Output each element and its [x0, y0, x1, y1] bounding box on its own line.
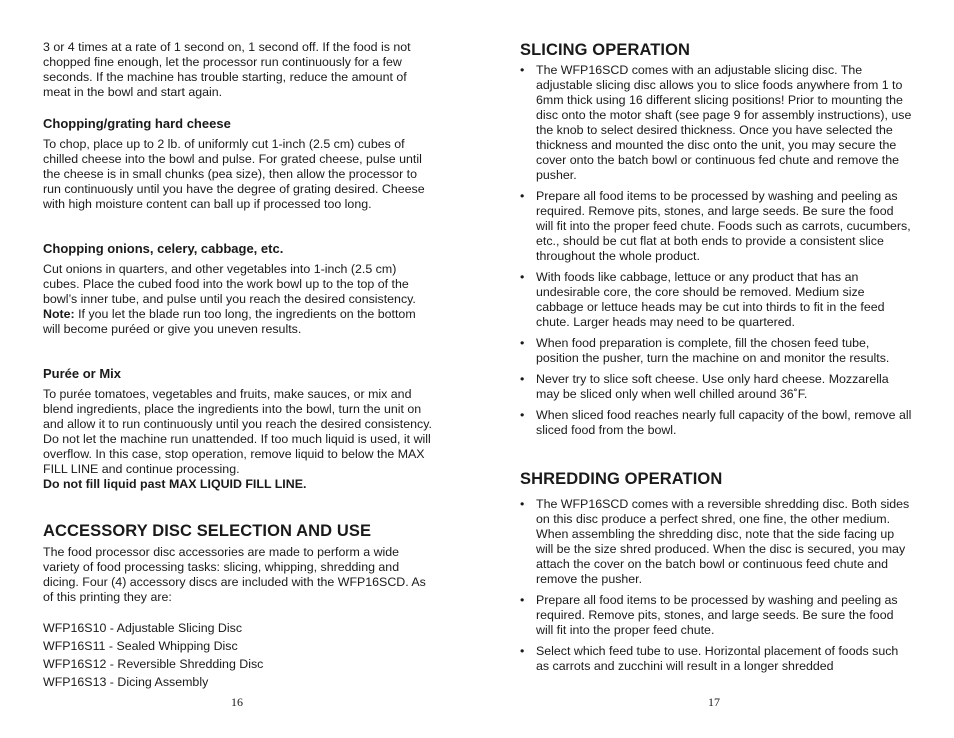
- accessory-heading: ACCESSORY DISC SELECTION AND USE: [43, 522, 372, 540]
- list-item: • Prepare all food items to be processed by washing and peeling as required. Remove pits, stones, and large seeds. Be sure the food will fit into the proper feed chute. Foods such as carrots, cucumbers, etc., should be cut flat at both ends to provide a consistent slice throughout the whole product.: [520, 189, 911, 263]
- note-label: Note:: [43, 307, 75, 321]
- puree-paragraph: To purée tomatoes, vegetables and fruits, make sauces, or mix and blend ingredients, place the ingredients into the bowl, turn the unit on and allow it to run continuously until you reach the desired consistency. Do not let the machine run unattended. If too much liquid is used, it will overflow. In this case, stop operation, remove liquid to below the MAX FILL LINE and continue processing.: [43, 387, 432, 476]
- list-item: • Prepare all food items to be processed by washing and peeling as required. Remove pits, stones, and large seeds. Be sure the food will fit into the proper feed chute.: [520, 593, 898, 637]
- cheese-paragraph: To chop, place up to 2 lb. of uniformly cut 1-inch (2.5 cm) cubes of chilled cheese into the bowl and pulse. For grated cheese, pulse until the cheese is in small chunks (pea size), then allow the processor to run continuously until you have the degree of grating desired. Cheese with high moisture content can ball up if processed too long.: [43, 137, 425, 211]
- cheese-heading: Chopping/grating hard cheese: [43, 116, 231, 131]
- puree-warning: Do not fill liquid past MAX LIQUID FILL LINE.: [43, 477, 307, 491]
- bullet-icon: •: [520, 497, 525, 511]
- bullet-icon: •: [520, 63, 525, 77]
- list-item: • Never try to slice soft cheese. Use only hard cheese. Mozzarella may be sliced only when well chilled around 36˚F.: [520, 372, 889, 401]
- list-item: • With foods like cabbage, lettuce or any product that has an undesirable core, the core should be removed. Medium size cabbage or lettuce heads may be cut into thirds to fit in the feed chute. Larger heads may need to be quartered.: [520, 270, 885, 329]
- intro-paragraph: 3 or 4 times at a rate of 1 second on, 1 second off. If the food is not chopped fine enough, let the processor run continuously for a few seconds. If the machine has trouble starting, reduce the amount of meat in the bowl and start again.: [43, 40, 411, 99]
- onion-block: [43, 262, 435, 337]
- right-page: [520, 0, 912, 738]
- bullet-icon: •: [520, 408, 525, 422]
- list-item: • When food preparation is complete, fill the chosen feed tube, position the pusher, turn the machine on and monitor the results.: [520, 336, 890, 365]
- shredding-list: [520, 497, 912, 674]
- bullet-icon: •: [520, 644, 525, 658]
- bullet-icon: •: [520, 593, 525, 607]
- puree-heading: Purée or Mix: [43, 366, 122, 381]
- list-item: • When sliced food reaches nearly full capacity of the bowl, remove all sliced food from the bowl.: [520, 408, 912, 437]
- disc-list: [43, 621, 435, 690]
- list-item: • The WFP16SCD comes with an adjustable slicing disc. The adjustable slicing disc allows you to slice foods anywhere from 1 to 6mm thick using 16 different slicing positions! Prior to mounting the disc onto the motor shaft (see page 9 for assembly instructions), use the knob to select desired thickness. Once you have selected the thickness and mounted the disc onto the unit, you may secure the cover onto the batch bowl or continuous fed chute and remove the pusher.: [520, 63, 912, 182]
- slicing-heading: SLICING OPERATION: [520, 41, 691, 59]
- list-item: • The WFP16SCD comes with a reversible shredding disc. Both sides on this disc produce a perfect shred, one fine, the other medium. When assembling the shredding disc, note that the side facing up will be the size shred produced. When the disc is secured, you may attach the cover on the batch bowl or continuous feed chute and remove the pusher.: [520, 497, 910, 586]
- slicing-list: [520, 63, 912, 438]
- puree-block: [43, 387, 435, 492]
- onion-heading: Chopping onions, celery, cabbage, etc.: [43, 241, 284, 256]
- disc-item: WFP16S13 - Dicing Assembly: [43, 675, 209, 689]
- left-page: [43, 0, 435, 738]
- note-text: If you let the blade run too long, the ingredients on the bottom will become puréed or give you uneven results.: [43, 307, 416, 336]
- bullet-icon: •: [520, 372, 525, 386]
- bullet-icon: •: [520, 336, 525, 350]
- disc-item: WFP16S11 - Sealed Whipping Disc: [43, 639, 238, 653]
- onion-note: [43, 307, 435, 337]
- bullet-icon: •: [520, 270, 525, 284]
- bullet-icon: •: [520, 189, 525, 203]
- shredding-heading: SHREDDING OPERATION: [520, 470, 723, 488]
- accessory-paragraph: The food processor disc accessories are made to perform a wide variety of food processing tasks: slicing, whipping, shredding and dicing. Four (4) accessory discs are included with the WFP16SCD. As of this printing they are:: [43, 545, 426, 604]
- disc-item: WFP16S12 - Reversible Shredding Disc: [43, 657, 264, 671]
- page-number-right: 17: [708, 695, 720, 709]
- page-number-left: 16: [231, 695, 243, 709]
- disc-item: WFP16S10 - Adjustable Slicing Disc: [43, 621, 243, 635]
- list-item: • Select which feed tube to use. Horizontal placement of foods such as carrots and zucchini will result in a longer shredded: [520, 644, 899, 673]
- onion-paragraph: Cut onions in quarters, and other vegetables into 1-inch (2.5 cm) cubes. Place the cubed food into the work bowl up to the top of the bowl’s inner tube, and pulse until you reach the desired consistency.: [43, 262, 416, 306]
